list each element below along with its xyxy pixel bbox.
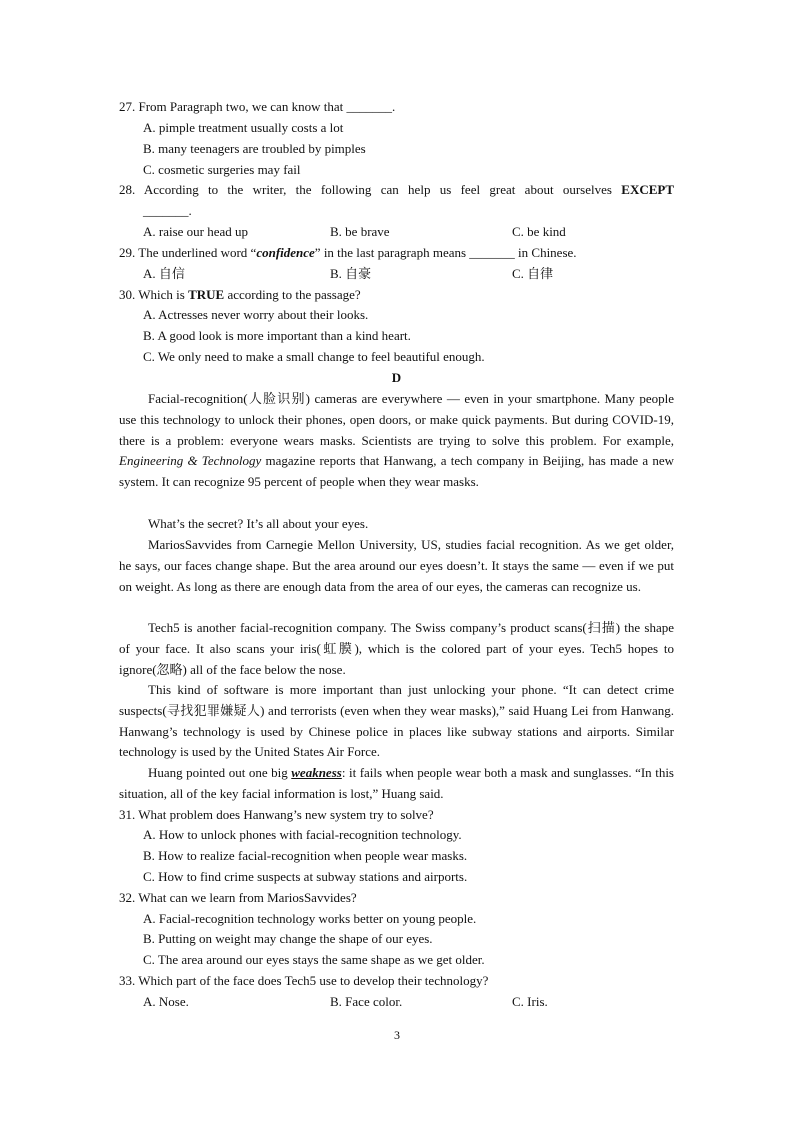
paragraph-1-text-a: Facial-recognition(人脸识别) cameras are everywhere — even in your smartphone. Many people use this technology to unlock their phones, open doors, or make quick payments. But during COVID-19, there is a problem: everyone wears masks. Scientists are trying to solve this problem. For example,	[119, 391, 674, 448]
question-31-option-b: B. How to realize facial-recognition when people wear masks.	[143, 848, 468, 863]
question-27-option-c: C. cosmetic surgeries may fail	[143, 162, 301, 177]
passage-d-paragraph-3: MariosSavvides from Carnegie Mellon University, US, studies facial recognition. As we get older, he says, our faces change shape. But the area around our eyes doesn’t. It stays the same — even if we put on weight. As long as there are enough data from the area of our eyes, the cameras can recognize us.	[119, 537, 674, 594]
question-30-stem-pre: 30. Which is	[119, 287, 185, 302]
question-29-option-a: A. 自信	[143, 266, 185, 281]
passage-d-paragraph-4: Tech5 is another facial-recognition company. The Swiss company’s product scans(扫描) the shape of your face. It also scans your iris(虹膜), which is the colored part of your eyes. Tech5 hopes to ignore(忽略) all of the face below the nose.	[119, 620, 674, 677]
question-27-stem: 27. From Paragraph two, we can know that _______.	[119, 99, 396, 114]
question-31-stem: 31. What problem does Hanwang’s new system try to solve?	[119, 807, 434, 822]
question-29-stem-pre: 29. The underlined word “	[119, 245, 257, 260]
question-33-option-a: A. Nose.	[143, 994, 189, 1009]
paragraph-6-text-b: : it fails when people wear both a mask and sunglasses. “In this situation, all of the key facial information is lost,” Huang said.	[119, 765, 674, 801]
question-29-stem	[119, 243, 674, 264]
question-33-option-b: B. Face color.	[330, 994, 403, 1009]
question-32-stem: 32. What can we learn from MariosSavvides?	[119, 890, 357, 905]
passage-d-paragraph-5: This kind of software is more important than just unlocking your phone. “It can detect crime suspects(寻找犯罪嫌疑人) and terrorists (even when they wear masks),” said Huang Lei from Hanwang. Hanwang’s technology is used by Chinese police in places like subway stations and airports. Similar technology is used by the United States Air Force.	[119, 682, 674, 760]
question-31-option-c: C. How to find crime suspects at subway stations and airports.	[143, 869, 468, 884]
question-30-option-b: B. A good look is more important than a kind heart.	[143, 328, 411, 343]
question-33-option-c: C. Iris.	[512, 994, 548, 1009]
question-29-confidence: confidence	[256, 245, 315, 260]
question-28-option-c: C. be kind	[512, 224, 566, 239]
question-30-stem	[119, 285, 674, 306]
question-28-option-b: B. be brave	[330, 224, 390, 239]
question-29-stem-post: ” in the last paragraph means _______ in Chinese.	[314, 245, 577, 260]
page-number: 3	[394, 1028, 400, 1042]
question-32-option-c: C. The area around our eyes stays the same shape as we get older.	[143, 952, 485, 967]
passage-d-paragraph-1	[119, 389, 674, 493]
question-28-stem	[119, 180, 674, 201]
question-28-blank: _______.	[143, 203, 192, 218]
question-30-option-a: A. Actresses never worry about their looks.	[143, 307, 369, 322]
question-27-option-b: B. many teenagers are troubled by pimples	[143, 141, 366, 156]
question-28-except: EXCEPT	[621, 182, 675, 197]
underlined-word-weakness: weakness	[291, 765, 342, 780]
question-33-stem: 33. Which part of the face does Tech5 use to develop their technology?	[119, 973, 489, 988]
question-32-option-a: A. Facial-recognition technology works better on young people.	[143, 911, 477, 926]
question-32-option-b: B. Putting on weight may change the shape of our eyes.	[143, 931, 433, 946]
question-30-true: TRUE	[188, 287, 225, 302]
question-30-option-c: C. We only need to make a small change to feel beautiful enough.	[143, 349, 485, 364]
paragraph-6-text-a: Huang pointed out one big	[148, 765, 288, 780]
magazine-title: Engineering & Technology	[119, 453, 262, 469]
passage-d-heading: D	[391, 370, 402, 385]
paragraph-1-text-b: magazine reports that Hanwang, a tech company in Beijing, has made a new system. It can recognize 95 percent of people when they wear masks.	[119, 453, 675, 490]
question-28-option-a: A. raise our head up	[143, 224, 249, 239]
question-30-stem-post: according to the passage?	[227, 287, 361, 302]
question-27-option-a: A. pimple treatment usually costs a lot	[143, 120, 344, 135]
question-29-option-c: C. 自律	[512, 266, 554, 281]
passage-d-paragraph-2: What’s the secret? It’s all about your eyes.	[148, 516, 369, 531]
question-29-option-b: B. 自豪	[330, 266, 372, 281]
question-28-stem-text: 28. According to the writer, the following can help us feel great about ourselves	[119, 182, 612, 197]
question-31-option-a: A. How to unlock phones with facial-recognition technology.	[143, 827, 462, 842]
passage-d-paragraph-6	[119, 763, 674, 805]
